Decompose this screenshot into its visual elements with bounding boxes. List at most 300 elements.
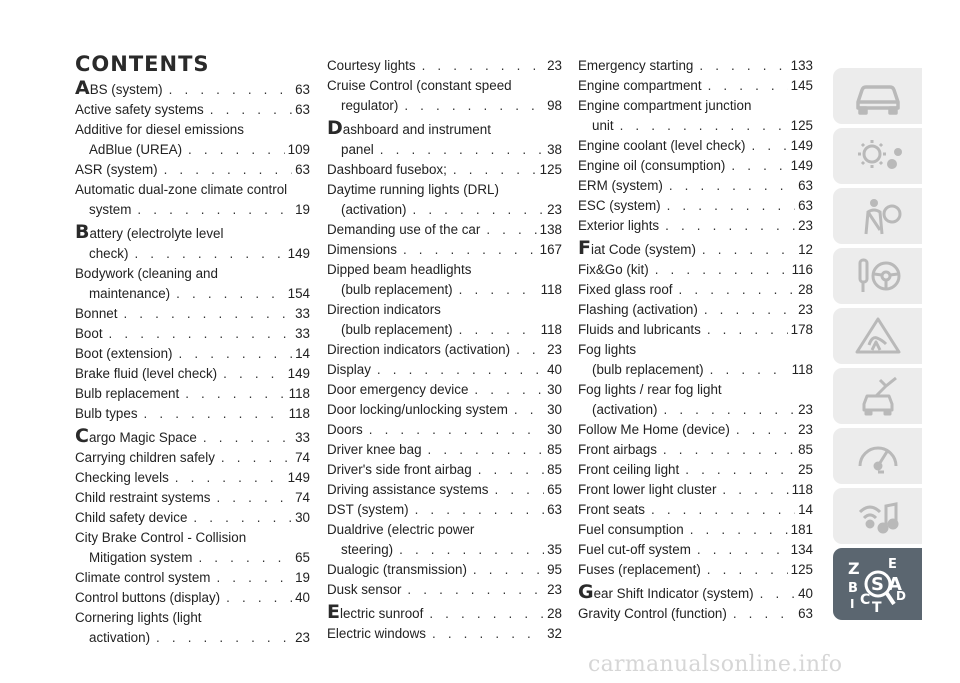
- car-icon: [850, 74, 906, 118]
- entry-label: Exterior lights: [578, 218, 660, 233]
- page-number: 23: [547, 202, 562, 217]
- page-number: 28: [798, 282, 813, 297]
- dot-leader: [702, 76, 788, 96]
- index-entry[interactable]: [327, 460, 562, 480]
- dot-leader: [696, 240, 795, 260]
- page-number: 149: [287, 366, 310, 381]
- dot-leader: [173, 344, 293, 364]
- page-number: 85: [547, 462, 562, 477]
- dot-leader: [163, 80, 292, 100]
- dot-leader: [169, 468, 285, 488]
- dot-leader: [510, 340, 544, 360]
- dot-leader: [453, 320, 538, 340]
- index-entry[interactable]: [75, 364, 310, 384]
- dot-leader: [684, 520, 788, 540]
- index-entry[interactable]: [578, 196, 813, 216]
- index-entry[interactable]: [578, 320, 813, 340]
- entry-label: Door locking/unlocking system: [327, 402, 508, 417]
- index-entry[interactable]: [327, 580, 562, 600]
- page-number: 95: [547, 562, 562, 577]
- dot-leader: [150, 628, 292, 648]
- index-entry[interactable]: [75, 79, 310, 100]
- warning-triangle-icon: [850, 314, 906, 358]
- entry-label: attery (electrolyte level: [89, 226, 224, 241]
- index-entry[interactable]: [327, 300, 562, 340]
- page-number: 138: [539, 222, 562, 237]
- page-number: 116: [791, 262, 813, 277]
- index-entry[interactable]: [578, 540, 813, 560]
- page-number: 63: [798, 178, 813, 193]
- index-column-2: [327, 56, 562, 644]
- page-number: 28: [547, 606, 562, 621]
- index-entry[interactable]: [327, 603, 562, 624]
- index-letters-icon: [842, 554, 914, 614]
- page-number: 74: [295, 450, 310, 465]
- index-entry[interactable]: [75, 608, 310, 648]
- index-entry[interactable]: [578, 460, 813, 480]
- page-number: 178: [790, 322, 813, 337]
- entry-label: Fixed glass roof: [578, 282, 673, 297]
- entry-label: (bulb replacement): [341, 282, 453, 297]
- index-entry[interactable]: [75, 528, 310, 568]
- page-number: 25: [798, 462, 813, 477]
- entry-label: Demanding use of the car: [327, 222, 481, 237]
- page-number: 149: [287, 246, 310, 261]
- dot-leader: [480, 220, 536, 240]
- page-number: 23: [547, 582, 562, 597]
- entry-label: DST (system): [327, 502, 409, 517]
- entry-label: Dualogic (transmission): [327, 562, 467, 577]
- page-number: 125: [790, 562, 813, 577]
- page-number: 118: [791, 482, 813, 497]
- index-entry[interactable]: [578, 216, 813, 236]
- page-number: 14: [798, 502, 813, 517]
- entry-label: Follow Me Home (device): [578, 422, 730, 437]
- dot-leader: [363, 420, 544, 440]
- entry-label: Cornering lights (light: [75, 610, 202, 625]
- entry-label: Additive for diesel emissions: [75, 122, 244, 137]
- entry-label: Doors: [327, 422, 363, 437]
- dot-leader: [508, 400, 544, 420]
- dot-leader: [192, 548, 292, 568]
- page-number: 23: [798, 218, 813, 233]
- dot-leader: [423, 604, 544, 624]
- entry-label: regulator): [341, 98, 399, 113]
- index-letter: I: [849, 597, 854, 611]
- page-number: 149: [790, 158, 813, 173]
- dot-leader: [614, 116, 788, 136]
- entry-label: Front seats: [578, 502, 645, 517]
- dot-leader: [693, 56, 787, 76]
- entry-label: (bulb replacement): [341, 322, 453, 337]
- page-number: 33: [295, 306, 310, 321]
- dot-leader: [371, 360, 544, 380]
- page-number: 63: [547, 502, 562, 517]
- index-entry[interactable]: [578, 604, 813, 624]
- dot-leader: [698, 300, 795, 320]
- dot-leader: [701, 320, 788, 340]
- tab-car[interactable]: [833, 68, 922, 124]
- dot-leader: [663, 176, 795, 196]
- index-entry[interactable]: [75, 588, 310, 608]
- index-entry[interactable]: [578, 300, 813, 320]
- entry-label: (activation): [341, 202, 407, 217]
- entry-label: Active safety systems: [75, 102, 204, 117]
- index-entry[interactable]: [75, 384, 310, 404]
- index-entry[interactable]: [327, 260, 562, 300]
- page-number: 40: [547, 362, 562, 377]
- entry-label: ERM (system): [578, 178, 663, 193]
- dot-leader: [701, 560, 788, 580]
- dot-leader: [158, 160, 293, 180]
- dot-leader: [422, 440, 545, 460]
- dot-leader: [416, 56, 545, 76]
- index-entry[interactable]: [578, 560, 813, 580]
- dot-leader: [374, 140, 544, 160]
- entry-label: City Brake Control - Collision: [75, 530, 247, 545]
- letter-initial: C: [75, 425, 89, 447]
- dot-leader: [409, 500, 545, 520]
- entry-label: Fog lights: [578, 342, 637, 357]
- tab-starting-driving[interactable]: [833, 248, 922, 304]
- page-number: 38: [547, 142, 562, 157]
- entry-label: Engine compartment: [578, 78, 702, 93]
- index-entry[interactable]: [578, 260, 813, 280]
- index-entry[interactable]: [75, 404, 310, 424]
- page-number: 118: [288, 406, 310, 421]
- index-column-1: [75, 76, 310, 648]
- warning-lights-icon: [850, 134, 906, 178]
- index-entry[interactable]: [578, 420, 813, 440]
- index-entry[interactable]: [327, 420, 562, 440]
- entry-label: Front ceiling light: [578, 462, 680, 477]
- page-number: 63: [295, 102, 310, 117]
- page-number: 74: [295, 490, 310, 505]
- page-number: 23: [798, 422, 813, 437]
- entry-label: ashboard and instrument: [342, 122, 491, 137]
- entry-label: Child restraint systems: [75, 490, 211, 505]
- index-entry[interactable]: [578, 340, 813, 380]
- entry-label: Fog lights / rear fog light: [578, 382, 722, 397]
- entry-label: Automatic dual-zone climate control: [75, 182, 288, 197]
- entry-label: Cruise Control (constant speed: [327, 78, 512, 93]
- page-number: 19: [295, 202, 310, 217]
- entry-label: Driver's side front airbag: [327, 462, 472, 477]
- entry-label: Door emergency device: [327, 382, 469, 397]
- index-entry[interactable]: [327, 340, 562, 360]
- page-number: 35: [547, 542, 562, 557]
- entry-label: (bulb replacement): [592, 362, 704, 377]
- index-entry[interactable]: [327, 240, 562, 260]
- index-entry[interactable]: [327, 500, 562, 520]
- page-title: CONTENTS: [75, 52, 210, 76]
- dot-leader: [727, 604, 795, 624]
- dot-leader: [182, 140, 285, 160]
- page-number: 19: [295, 570, 310, 585]
- dot-leader: [754, 584, 795, 604]
- entry-label: Front airbags: [578, 442, 657, 457]
- dot-leader: [468, 380, 544, 400]
- index-entry[interactable]: [75, 324, 310, 344]
- page-number: 23: [547, 342, 562, 357]
- page-number: 149: [790, 138, 813, 153]
- dot-leader: [138, 404, 286, 424]
- entry-label: iat Code (system): [590, 242, 696, 257]
- tab-safety[interactable]: [833, 188, 922, 244]
- entry-label: Emergency starting: [578, 58, 694, 73]
- entry-label: Courtesy lights: [327, 58, 416, 73]
- index-entry[interactable]: [327, 560, 562, 580]
- dot-leader: [467, 560, 544, 580]
- index-entry[interactable]: [75, 304, 310, 324]
- index-column-3: [578, 56, 813, 624]
- index-entry[interactable]: [75, 100, 310, 120]
- seatbelt-airbag-icon: [850, 194, 906, 238]
- page-number: 63: [295, 82, 310, 97]
- page-number: 23: [798, 302, 813, 317]
- page-number: 65: [547, 482, 562, 497]
- dot-leader: [426, 624, 544, 644]
- entry-label: argo Magic Space: [88, 430, 197, 445]
- index-entry[interactable]: [75, 448, 310, 468]
- page-number: 125: [539, 162, 562, 177]
- entry-label: Driving assistance systems: [327, 482, 489, 497]
- dot-leader: [649, 260, 789, 280]
- entry-label: Gravity Control (function): [578, 606, 727, 621]
- index-entry[interactable]: [75, 488, 310, 508]
- key-steering-wheel-icon: [850, 254, 906, 298]
- dot-leader: [453, 280, 538, 300]
- dot-leader: [397, 240, 537, 260]
- index-entry[interactable]: [75, 508, 310, 528]
- entry-label: Child safety device: [75, 510, 188, 525]
- index-entry[interactable]: [327, 160, 562, 180]
- index-entry[interactable]: [578, 380, 813, 420]
- page-number: 14: [295, 346, 310, 361]
- page-number: 23: [295, 630, 310, 645]
- index-entry[interactable]: [75, 223, 310, 264]
- wrench-car-icon: [850, 374, 906, 418]
- dot-leader: [659, 216, 795, 236]
- chapter-tabs: [833, 68, 922, 624]
- index-entry[interactable]: [578, 96, 813, 136]
- index-letter: B: [847, 581, 858, 596]
- gauge-icon: [850, 434, 906, 478]
- index-entry[interactable]: [327, 440, 562, 460]
- index-entry[interactable]: [578, 480, 813, 500]
- letter-initial: A: [75, 77, 90, 99]
- page-number: 30: [547, 422, 562, 437]
- dot-leader: [204, 100, 292, 120]
- entry-label: Engine coolant (level check): [578, 138, 746, 153]
- entry-label: Fuel consumption: [578, 522, 684, 537]
- index-entry[interactable]: [327, 76, 562, 116]
- page-number: 154: [287, 286, 310, 301]
- page-number: 23: [547, 58, 562, 73]
- index-entry[interactable]: [75, 120, 310, 160]
- entry-label: steering): [341, 542, 394, 557]
- page-number: 133: [790, 58, 813, 73]
- dot-leader: [730, 420, 795, 440]
- dot-leader: [217, 364, 285, 384]
- entry-label: Bulb replacement: [75, 386, 180, 401]
- entry-label: Direction indicators: [327, 302, 441, 317]
- page-number: 98: [547, 98, 562, 113]
- page-number: 63: [295, 162, 310, 177]
- index-letter: T: [871, 600, 882, 614]
- entry-label: Direction indicators (activation): [327, 342, 511, 357]
- page-number: 85: [547, 442, 562, 457]
- letter-initial: E: [327, 601, 340, 623]
- entry-label: Driver knee bag: [327, 442, 422, 457]
- index-entry[interactable]: [75, 427, 310, 448]
- entry-label: Fuel cut-off system: [578, 542, 691, 557]
- dot-leader: [398, 96, 544, 116]
- index-entry[interactable]: [327, 180, 562, 220]
- dot-leader: [691, 540, 788, 560]
- dot-leader: [220, 588, 292, 608]
- dot-leader: [215, 448, 292, 468]
- index-entry[interactable]: [75, 568, 310, 588]
- entry-label: Dualdrive (electric power: [327, 522, 475, 537]
- index-entry[interactable]: [75, 344, 310, 364]
- index-entry[interactable]: [578, 239, 813, 260]
- page-number: 63: [798, 198, 813, 213]
- page-number: 118: [540, 322, 562, 337]
- page-number: 167: [539, 242, 562, 257]
- entry-label: Daytime running lights (DRL): [327, 182, 499, 197]
- index-letter: A: [887, 574, 902, 595]
- dot-leader: [131, 200, 292, 220]
- index-entry[interactable]: [578, 56, 813, 76]
- entry-label: Electric windows: [327, 626, 426, 641]
- page-number: 181: [790, 522, 813, 537]
- tab-index[interactable]: [833, 548, 922, 620]
- index-entry[interactable]: [578, 520, 813, 540]
- index-entry[interactable]: [327, 360, 562, 380]
- index-letter: Z: [847, 559, 860, 578]
- index-entry[interactable]: [578, 280, 813, 300]
- entry-label: Dusk sensor: [327, 582, 402, 597]
- page-number: 134: [790, 542, 813, 557]
- entry-label: Dashboard fusebox;: [327, 162, 447, 177]
- dot-leader: [210, 488, 292, 508]
- index-entry[interactable]: [578, 176, 813, 196]
- dot-leader: [447, 160, 537, 180]
- index-entry[interactable]: [578, 583, 813, 604]
- page-number: 40: [798, 586, 813, 601]
- entry-label: Bodywork (cleaning and: [75, 266, 218, 281]
- dot-leader: [661, 196, 796, 216]
- letter-initial: B: [75, 221, 90, 243]
- page-number: 30: [295, 510, 310, 525]
- index-entry[interactable]: [327, 520, 562, 560]
- page-number: 125: [790, 118, 813, 133]
- index-entry[interactable]: [578, 440, 813, 460]
- dot-leader: [704, 360, 789, 380]
- entry-label: panel: [341, 142, 374, 157]
- letter-initial: D: [327, 117, 343, 139]
- index-entry[interactable]: [327, 119, 562, 160]
- entry-label: Control buttons (display): [75, 590, 221, 605]
- page-number: 30: [547, 382, 562, 397]
- dot-leader: [128, 244, 284, 264]
- dot-leader: [716, 480, 788, 500]
- tab-warning-lights[interactable]: [833, 128, 922, 184]
- index-entry[interactable]: [327, 624, 562, 644]
- index-entry[interactable]: [327, 480, 562, 500]
- page-number: 63: [798, 606, 813, 621]
- entry-label: Brake fluid (level check): [75, 366, 218, 381]
- dot-leader: [645, 500, 795, 520]
- index-entry[interactable]: [75, 468, 310, 488]
- dot-leader: [472, 460, 544, 480]
- page-number: 149: [287, 470, 310, 485]
- tab-emergency[interactable]: [833, 308, 922, 364]
- entry-label: ESC (system): [578, 198, 661, 213]
- dot-leader: [658, 400, 796, 420]
- dot-leader: [657, 440, 795, 460]
- index-entry[interactable]: [327, 56, 562, 76]
- entry-label: Checking levels: [75, 470, 169, 485]
- dot-leader: [197, 428, 292, 448]
- index-letter: S: [870, 574, 884, 595]
- tab-maintenance[interactable]: [833, 368, 922, 424]
- index-entry[interactable]: [327, 380, 562, 400]
- index-entry[interactable]: [327, 220, 562, 240]
- dot-leader: [407, 200, 545, 220]
- index-entry[interactable]: [75, 264, 310, 304]
- index-entry[interactable]: [578, 76, 813, 96]
- page-number: 85: [798, 442, 813, 457]
- entry-label: check): [89, 246, 129, 261]
- entry-label: activation): [89, 630, 151, 645]
- page-number: 30: [547, 402, 562, 417]
- entry-label: Fix&Go (kit): [578, 262, 649, 277]
- dot-leader: [210, 568, 292, 588]
- dot-leader: [401, 580, 544, 600]
- entry-label: Display: [327, 362, 371, 377]
- entry-label: lectric sunroof: [339, 606, 424, 621]
- index-entry[interactable]: [75, 180, 310, 220]
- page-number: 65: [295, 550, 310, 565]
- index-entry[interactable]: [578, 156, 813, 176]
- page-number: 118: [540, 282, 562, 297]
- index-entry[interactable]: [75, 160, 310, 180]
- entry-label: maintenance): [89, 286, 171, 301]
- dot-leader: [745, 136, 787, 156]
- page-number: 33: [295, 326, 310, 341]
- tab-technical-data[interactable]: [833, 428, 922, 484]
- page-number: 109: [287, 142, 310, 157]
- index-entry[interactable]: [578, 136, 813, 156]
- page-number: 32: [547, 626, 562, 641]
- page-number: 118: [791, 362, 813, 377]
- index-letter: E: [887, 557, 897, 572]
- dot-leader: [179, 384, 285, 404]
- index-entry[interactable]: [327, 400, 562, 420]
- entry-label: Bonnet: [75, 306, 118, 321]
- entry-label: Engine oil (consumption): [578, 158, 726, 173]
- entry-label: ASR (system): [75, 162, 158, 177]
- tab-multimedia[interactable]: [833, 488, 922, 544]
- dot-leader: [488, 480, 544, 500]
- index-entry[interactable]: [578, 500, 813, 520]
- entry-label: Engine compartment junction: [578, 98, 752, 113]
- letter-initial: F: [578, 237, 591, 259]
- dot-leader: [103, 324, 293, 344]
- dot-leader: [725, 156, 787, 176]
